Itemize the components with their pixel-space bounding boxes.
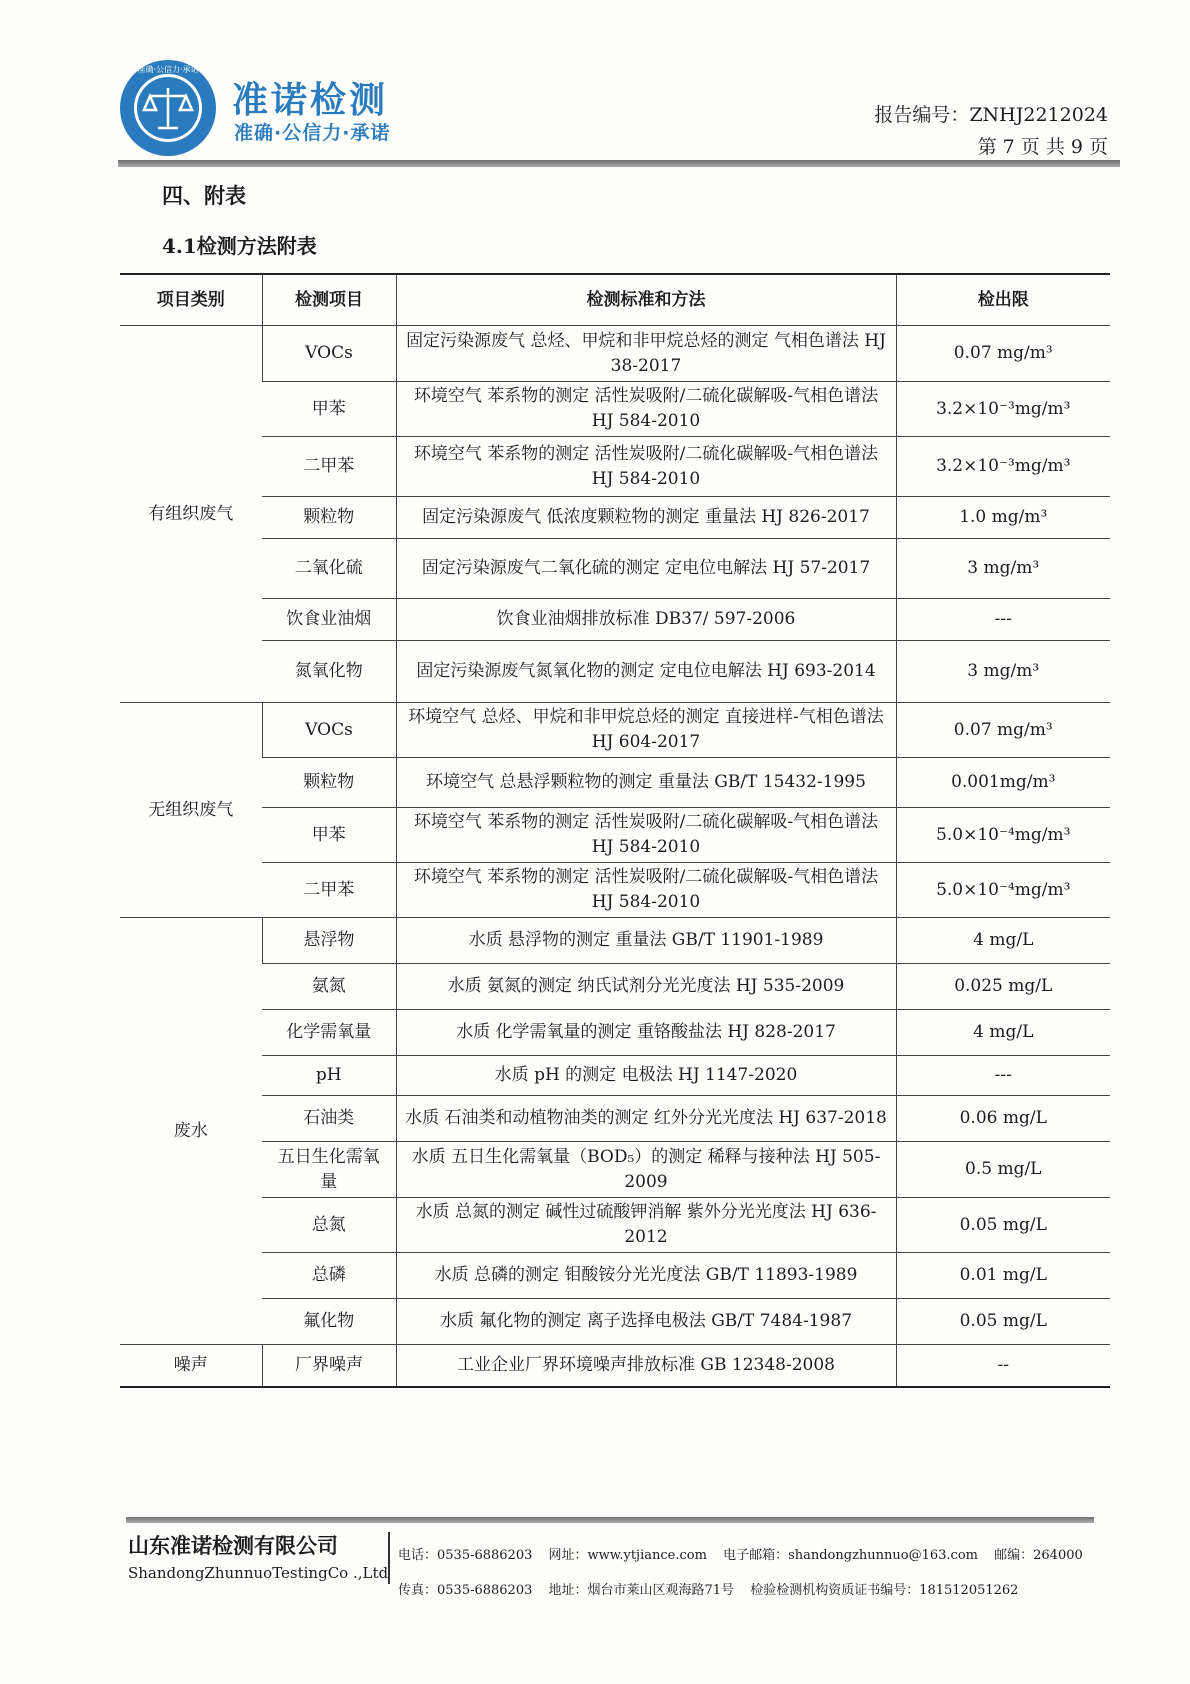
table-row	[120, 641, 1110, 703]
method-cell: 固定污染源废气 总烃、甲烷和非甲烷总烃的测定 气相色谱法 HJ 38-2017	[396, 326, 896, 382]
method-cell: 水质 石油类和动植物油类的测定 红外分光光度法 HJ 637-2018	[396, 1096, 896, 1142]
table-row	[120, 1142, 1110, 1198]
page-number: 第 7 页 共 9 页	[977, 136, 1108, 158]
method-cell: 环境空气 苯系物的测定 活性炭吸附/二硫化碳解吸-气相色谱法 HJ 584-2010	[396, 382, 896, 437]
item-cell: 厂界噪声	[262, 1345, 396, 1387]
company-name-cn: 山东准诺检测有限公司	[128, 1533, 338, 1558]
limit-cell: 5.0×10⁻⁴mg/m³	[896, 808, 1110, 863]
method-cell: 工业企业厂界环境噪声排放标准 GB 12348-2008	[396, 1345, 896, 1387]
table-row	[120, 599, 1110, 641]
item-cell: VOCs	[262, 326, 396, 382]
footer-email: 电子邮箱：shandongzhunnuo@163.com	[723, 1548, 978, 1563]
table-row	[120, 1198, 1110, 1253]
item-cell: VOCs	[262, 703, 396, 758]
item-cell: 五日生化需氧量	[262, 1142, 396, 1198]
limit-cell: 3.2×10⁻³mg/m³	[896, 437, 1110, 497]
table-header-cell: 检出限	[896, 274, 1110, 326]
item-cell: 饮食业油烟	[262, 599, 396, 641]
table-row	[120, 437, 1110, 497]
limit-cell: 0.07 mg/m³	[896, 326, 1110, 382]
footer-phone: 电话：0535-6886203	[398, 1548, 533, 1563]
limit-cell: 0.05 mg/L	[896, 1198, 1110, 1253]
footer-address-line	[398, 1579, 1030, 1598]
method-cell: 水质 总氮的测定 碱性过硫酸钾消解 紫外分光光度法 HJ 636-2012	[396, 1198, 896, 1253]
svg-text:准确·公信力·承诺: 准确·公信力·承诺	[137, 65, 199, 74]
method-cell: 水质 总磷的测定 钼酸铵分光光度法 GB/T 11893-1989	[396, 1253, 896, 1299]
footer-contact-line	[398, 1544, 1095, 1563]
method-cell: 饮食业油烟排放标准 DB37/ 597-2006	[396, 599, 896, 641]
item-cell: 化学需氧量	[262, 1010, 396, 1056]
table-row	[120, 382, 1110, 437]
item-cell: 总氮	[262, 1198, 396, 1253]
company-logo-icon	[118, 58, 218, 158]
item-cell: 悬浮物	[262, 918, 396, 964]
footer-address: 地址：烟台市莱山区观海路71号	[548, 1583, 735, 1598]
table-row	[120, 1345, 1110, 1387]
method-cell: 固定污染源废气二氧化硫的测定 定电位电解法 HJ 57-2017	[396, 539, 896, 599]
method-cell: 水质 五日生化需氧量（BOD₅）的测定 稀释与接种法 HJ 505-2009	[396, 1142, 896, 1198]
table-header-cell: 检测标准和方法	[396, 274, 896, 326]
item-cell: 氮氧化物	[262, 641, 396, 703]
header-divider	[118, 160, 1120, 167]
method-cell: 水质 悬浮物的测定 重量法 GB/T 11901-1989	[396, 918, 896, 964]
table-header-row	[120, 274, 1110, 326]
limit-cell: 0.06 mg/L	[896, 1096, 1110, 1142]
table-row	[120, 497, 1110, 539]
section-title: 四、附表	[162, 183, 246, 208]
item-cell: 甲苯	[262, 808, 396, 863]
item-cell: 总磷	[262, 1253, 396, 1299]
table-row	[120, 1253, 1110, 1299]
table-header-cell: 检测项目	[262, 274, 396, 326]
item-cell: 颗粒物	[262, 497, 396, 539]
table-row	[120, 703, 1110, 758]
limit-cell: ---	[896, 1056, 1110, 1096]
category-cell: 有组织废气	[120, 326, 262, 703]
table-row	[120, 326, 1110, 382]
limit-cell: 5.0×10⁻⁴mg/m³	[896, 863, 1110, 918]
table-row	[120, 539, 1110, 599]
limit-cell: 0.001mg/m³	[896, 758, 1110, 808]
method-cell: 水质 pH 的测定 电极法 HJ 1147-2020	[396, 1056, 896, 1096]
methods-table-body	[120, 274, 1110, 1387]
brand-name: 准诺检测	[232, 80, 389, 121]
method-cell: 环境空气 总悬浮颗粒物的测定 重量法 GB/T 15432-1995	[396, 758, 896, 808]
footer-fax: 传真：0535-6886203	[398, 1583, 533, 1598]
limit-cell: 3.2×10⁻³mg/m³	[896, 382, 1110, 437]
limit-cell: 4 mg/L	[896, 918, 1110, 964]
item-cell: 二甲苯	[262, 437, 396, 497]
limit-cell: 0.05 mg/L	[896, 1299, 1110, 1345]
limit-cell: 1.0 mg/m³	[896, 497, 1110, 539]
method-cell: 环境空气 苯系物的测定 活性炭吸附/二硫化碳解吸-气相色谱法 HJ 584-2010	[396, 437, 896, 497]
method-cell: 环境空气 总烃、甲烷和非甲烷总烃的测定 直接进样-气相色谱法 HJ 604-2017	[396, 703, 896, 758]
table-row	[120, 808, 1110, 863]
item-cell: 氨氮	[262, 964, 396, 1010]
item-cell: 氟化物	[262, 1299, 396, 1345]
item-cell: 颗粒物	[262, 758, 396, 808]
item-cell: 石油类	[262, 1096, 396, 1142]
sub-title: 4.1检测方法附表	[162, 234, 317, 258]
methods-table	[120, 273, 1110, 1388]
table-row	[120, 863, 1110, 918]
limit-cell: 3 mg/m³	[896, 641, 1110, 703]
report-number: 报告编号：ZNHJ2212024	[874, 104, 1108, 126]
limit-cell: 0.5 mg/L	[896, 1142, 1110, 1198]
company-name-en: ShandongZhunnuoTestingCo .,Ltd	[128, 1564, 389, 1582]
item-cell: 二氧化硫	[262, 539, 396, 599]
table-row	[120, 918, 1110, 964]
method-cell: 水质 化学需氧量的测定 重铬酸盐法 HJ 828-2017	[396, 1010, 896, 1056]
limit-cell: 0.01 mg/L	[896, 1253, 1110, 1299]
footer-divider	[126, 1517, 1094, 1523]
table-row	[120, 1096, 1110, 1142]
brand-slogan: 准确·公信力·承诺	[234, 122, 391, 144]
footer-postcode: 邮编：264000	[994, 1548, 1083, 1563]
footer-vertical-divider	[388, 1532, 390, 1584]
limit-cell: 0.07 mg/m³	[896, 703, 1110, 758]
item-cell: 甲苯	[262, 382, 396, 437]
method-cell: 环境空气 苯系物的测定 活性炭吸附/二硫化碳解吸-气相色谱法 HJ 584-2010	[396, 863, 896, 918]
footer-website: 网址：www.ytjiance.com	[548, 1548, 707, 1563]
limit-cell: ---	[896, 599, 1110, 641]
method-cell: 水质 氨氮的测定 纳氏试剂分光光度法 HJ 535-2009	[396, 964, 896, 1010]
table-row	[120, 964, 1110, 1010]
method-cell: 环境空气 苯系物的测定 活性炭吸附/二硫化碳解吸-气相色谱法 HJ 584-2010	[396, 808, 896, 863]
table-row	[120, 1056, 1110, 1096]
footer-cert-no: 检验检测机构资质证书编号：181512051262	[750, 1583, 1019, 1598]
category-cell: 无组织废气	[120, 703, 262, 918]
table-row	[120, 1299, 1110, 1345]
method-cell: 水质 氟化物的测定 离子选择电极法 GB/T 7484-1987	[396, 1299, 896, 1345]
limit-cell: 3 mg/m³	[896, 539, 1110, 599]
category-cell: 废水	[120, 918, 262, 1345]
category-cell: 噪声	[120, 1345, 262, 1387]
table-header-cell: 项目类别	[120, 274, 262, 326]
method-cell: 固定污染源废气氮氧化物的测定 定电位电解法 HJ 693-2014	[396, 641, 896, 703]
method-cell: 固定污染源废气 低浓度颗粒物的测定 重量法 HJ 826-2017	[396, 497, 896, 539]
item-cell: pH	[262, 1056, 396, 1096]
item-cell: 二甲苯	[262, 863, 396, 918]
table-row	[120, 1010, 1110, 1056]
limit-cell: 0.025 mg/L	[896, 964, 1110, 1010]
limit-cell: 4 mg/L	[896, 1010, 1110, 1056]
table-row	[120, 758, 1110, 808]
limit-cell: --	[896, 1345, 1110, 1387]
